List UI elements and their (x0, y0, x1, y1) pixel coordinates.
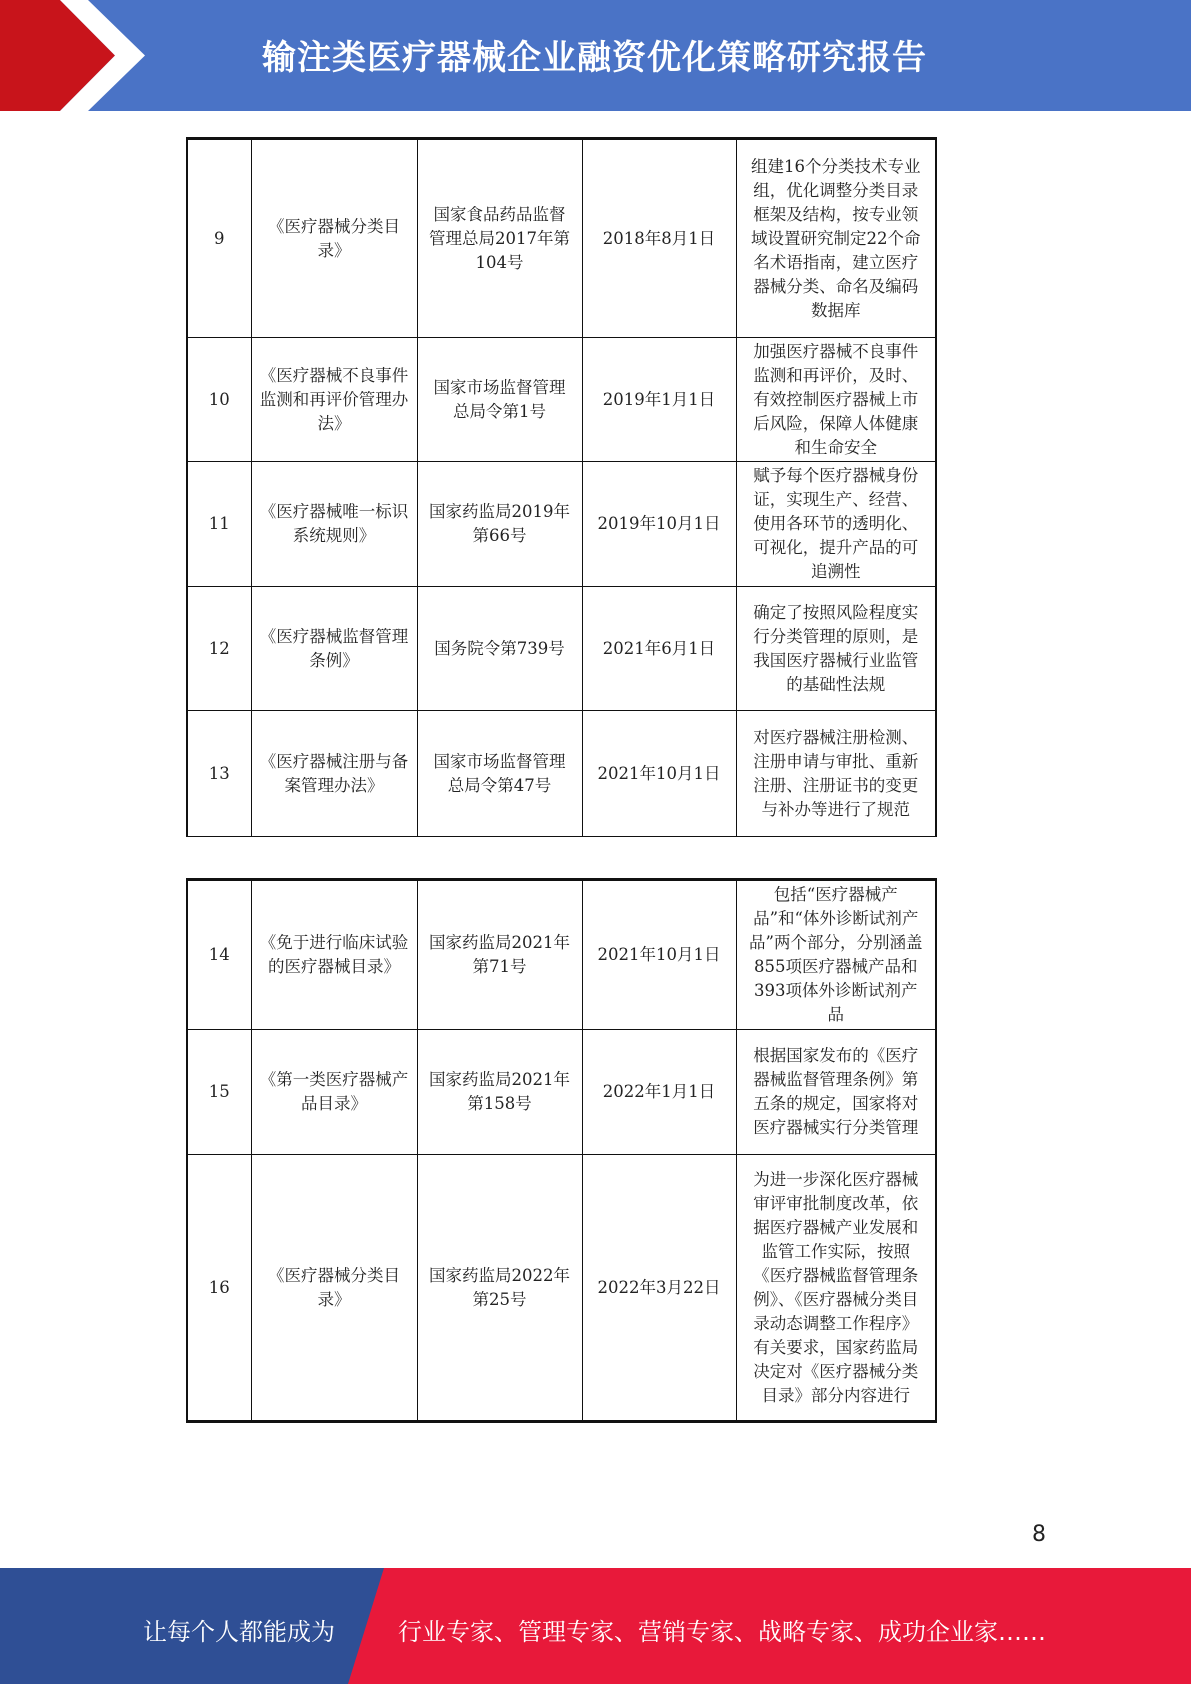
table-row (187, 462, 936, 587)
regulation-name: 《医疗器械分类目录》 (251, 139, 417, 338)
issuing-document: 国家药监局2021年第71号 (417, 880, 582, 1030)
regulation-name: 《医疗器械唯一标识系统规则》 (251, 462, 417, 587)
regulation-name: 《医疗器械分类目录》 (251, 1155, 417, 1422)
row-number: 15 (187, 1030, 251, 1155)
issuing-document: 国务院令第739号 (417, 587, 582, 711)
row-number: 11 (187, 462, 251, 587)
row-number: 10 (187, 338, 251, 462)
issuing-document: 国家市场监督管理总局令第47号 (417, 711, 582, 837)
description: 包括“医疗器械产品”和“体外诊断试剂产品”两个部分，分别涵盖855项医疗器械产品和393项体外诊断试剂产品 (736, 880, 936, 1030)
row-number: 13 (187, 711, 251, 837)
row-number: 14 (187, 880, 251, 1030)
effective-date: 2019年10月1日 (582, 462, 736, 587)
effective-date: 2018年8月1日 (582, 139, 736, 338)
header-chevron-decoration (0, 0, 160, 111)
table-row (187, 587, 936, 711)
issuing-document: 国家食品药品监督管理总局2017年第104号 (417, 139, 582, 338)
row-number: 9 (187, 139, 251, 338)
report-title: 输注类医疗器械企业融资优化策略研究报告 (262, 38, 927, 78)
regulation-name: 《医疗器械注册与备案管理办法》 (251, 711, 417, 837)
issuing-document: 国家市场监督管理总局令第1号 (417, 338, 582, 462)
regulation-name: 《医疗器械监督管理条例》 (251, 587, 417, 711)
regulation-name: 《医疗器械不良事件监测和再评价管理办法》 (251, 338, 417, 462)
description: 赋予每个医疗器械身份证，实现生产、经营、使用各环节的透明化、可视化，提升产品的可追溯性 (736, 462, 936, 587)
effective-date: 2021年10月1日 (582, 711, 736, 837)
description: 确定了按照风险程度实行分类管理的原则，是我国医疗器械行业监管的基础性法规 (736, 587, 936, 711)
regulation-table-part-1 (186, 137, 937, 837)
table-row (187, 711, 936, 837)
table-row (187, 880, 936, 1030)
issuing-document: 国家药监局2021年第158号 (417, 1030, 582, 1155)
description: 组建16个分类技术专业组，优化调整分类目录框架及结构，按专业领域设置研究制定22个命名术语指南，建立医疗器械分类、命名及编码数据库 (736, 139, 936, 338)
row-number: 12 (187, 587, 251, 711)
description: 为进一步深化医疗器械审评审批制度改革，依据医疗器械产业发展和监管工作实际，按照《医疗器械监督管理条例》、《医疗器械分类目录动态调整工作程序》有关要求，国家药监局决定对《医疗器械分类目录》部分内容进行 (736, 1155, 936, 1422)
description: 对医疗器械注册检测、注册申请与审批、重新注册、注册证书的变更与补办等进行了规范 (736, 711, 936, 837)
effective-date: 2022年1月1日 (582, 1030, 736, 1155)
effective-date: 2021年6月1日 (582, 587, 736, 711)
description: 加强医疗器械不良事件监测和再评价，及时、有效控制医疗器械上市后风险，保障人体健康和生命安全 (736, 338, 936, 462)
issuing-document: 国家药监局2022年第25号 (417, 1155, 582, 1422)
footer-slogan-right: 行业专家、管理专家、营销专家、战略专家、成功企业家…… (398, 1618, 1046, 1646)
regulation-name: 《第一类医疗器械产品目录》 (251, 1030, 417, 1155)
table-row (187, 1030, 936, 1155)
regulation-name: 《免于进行临床试验的医疗器械目录》 (251, 880, 417, 1030)
table-row (187, 139, 936, 338)
effective-date: 2022年3月22日 (582, 1155, 736, 1422)
table-row (187, 338, 936, 462)
row-number: 16 (187, 1155, 251, 1422)
issuing-document: 国家药监局2019年第66号 (417, 462, 582, 587)
regulation-table-part-2 (186, 878, 937, 1423)
effective-date: 2019年1月1日 (582, 338, 736, 462)
table-row (187, 1155, 936, 1422)
description: 根据国家发布的《医疗器械监督管理条例》第五条的规定，国家将对医疗器械实行分类管理 (736, 1030, 936, 1155)
page-footer (0, 1568, 1191, 1684)
page-header (0, 0, 1191, 111)
effective-date: 2021年10月1日 (582, 880, 736, 1030)
page-number: 8 (1032, 1522, 1046, 1547)
footer-slogan-left: 让每个人都能成为 (143, 1618, 335, 1646)
